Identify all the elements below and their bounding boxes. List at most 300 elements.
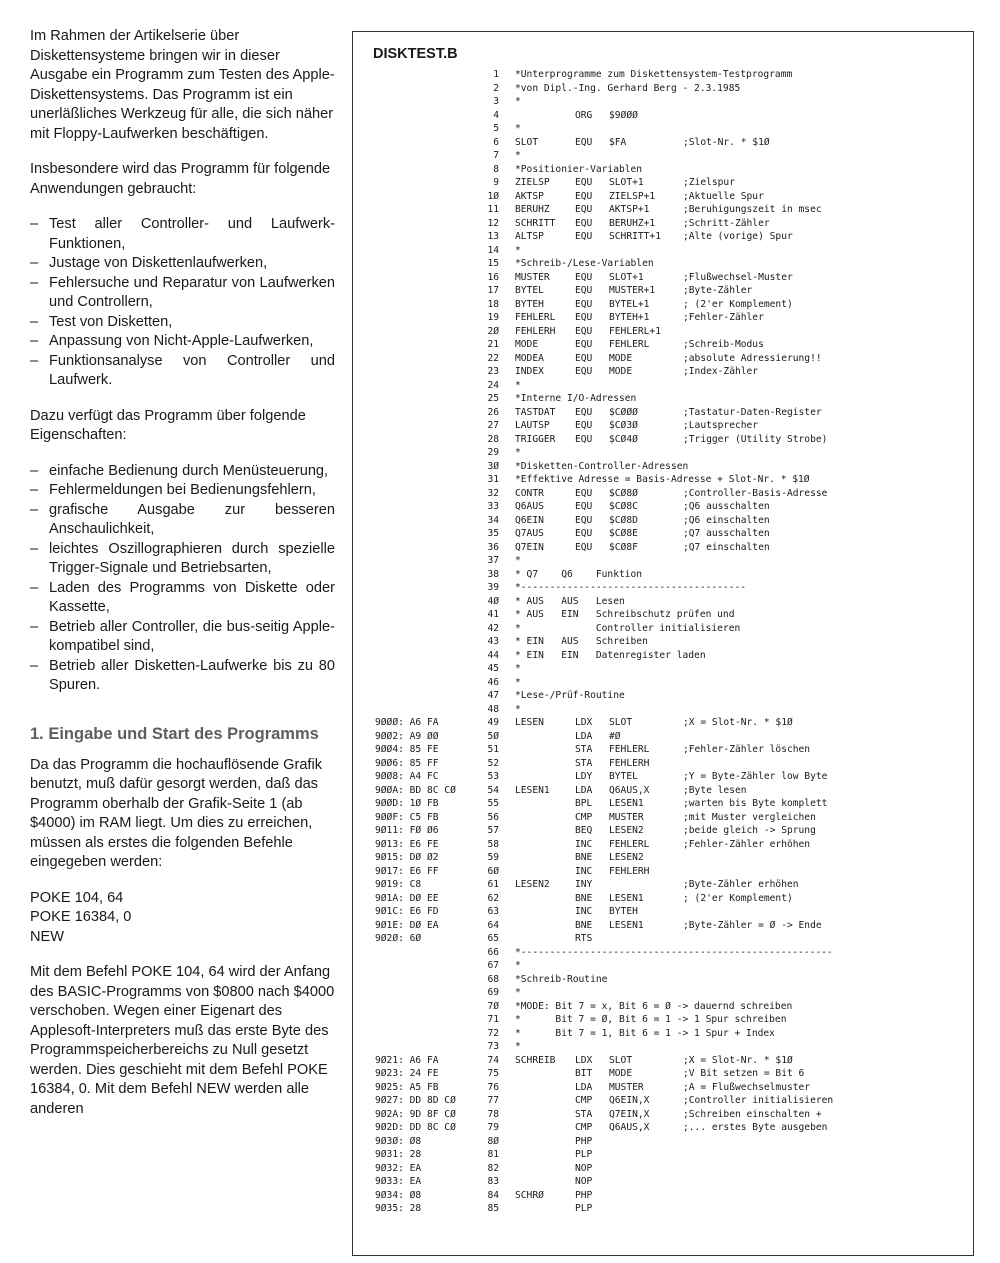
listing-label: Q6AUS xyxy=(515,501,544,512)
listing-address: 9ØØ4: 85 FE xyxy=(375,744,439,755)
listing-line xyxy=(353,298,973,312)
listing-comment: ;Schreib-Modus xyxy=(683,339,764,350)
listing-opcode: EQU xyxy=(575,514,593,526)
listing-line xyxy=(353,1067,973,1081)
listing-line-number: 23 xyxy=(487,366,499,377)
listing-address: 9ØØF: C5 FB xyxy=(375,811,439,823)
listing-operand: LESEN2 xyxy=(609,825,644,836)
listing-label: * xyxy=(515,447,521,458)
listing-line-number: 32 xyxy=(487,487,499,499)
listing-line xyxy=(353,419,973,433)
listing-address: 9Ø2Ø: 6Ø xyxy=(375,933,422,944)
listing-label: ZIELSP xyxy=(515,177,550,188)
listing-address: 9ØØA: BD 8C CØ xyxy=(375,784,456,796)
listing-opcode: EQU xyxy=(575,420,593,431)
listing-operand: Q6AUS,X xyxy=(609,784,650,796)
listing-operand: SLOT+1 xyxy=(609,271,644,283)
listing-label: SCHRØ xyxy=(515,1189,544,1201)
listing-operand: FEHLERL+1 xyxy=(609,325,661,337)
listing-comment: ; (2'er Komplement) xyxy=(683,892,793,904)
listing-label: LESEN1 xyxy=(515,784,550,796)
listing-comment: ;Schreiben einschalten + xyxy=(683,1108,822,1120)
listing-line-number: 52 xyxy=(487,757,499,769)
listing-opcode: PLP xyxy=(575,1149,593,1160)
listing-line-number: 64 xyxy=(487,919,499,931)
listing-address: 9Ø21: A6 FA xyxy=(375,1054,439,1066)
listing-line-number: 81 xyxy=(487,1149,499,1160)
listing-opcode: EQU xyxy=(575,339,593,350)
listing-label: * xyxy=(515,676,521,688)
listing-label: INDEX xyxy=(515,366,544,377)
listing-line xyxy=(353,649,973,663)
listing-label: MODEA xyxy=(515,352,544,364)
listing-line-number: 15 xyxy=(487,258,499,269)
listing-comment: ;Fehler-Zähler löschen xyxy=(683,744,811,755)
listing-opcode: BEQ xyxy=(575,825,593,836)
listing-line-number: 1 xyxy=(493,69,499,80)
listing-line-number: 2 xyxy=(493,82,499,94)
listing-operand: Q7EIN,X xyxy=(609,1108,650,1120)
listing-line xyxy=(353,446,973,460)
listing-label: *von Dipl.-Ing. Gerhard Berg - 2.3.1985 xyxy=(515,82,741,94)
listing-label: * xyxy=(515,703,521,715)
listing-line xyxy=(353,406,973,420)
listing-line-number: 3Ø xyxy=(487,460,499,472)
listing-line xyxy=(353,1162,973,1176)
listing-line-number: 24 xyxy=(487,379,499,391)
listing-line xyxy=(353,851,973,865)
listing-address: 9Ø1A: DØ EE xyxy=(375,892,439,904)
uses-intro: Insbesondere wird das Programm für folgende Anwendungen gebraucht: xyxy=(30,161,331,197)
listing-line xyxy=(353,595,973,609)
listing-line xyxy=(353,136,973,150)
listing-label: * Bit 7 = 1, Bit 6 = 1 -> 1 Spur + Index xyxy=(515,1027,775,1039)
listing-label: BERUHZ xyxy=(515,204,550,215)
listing-line-number: 53 xyxy=(487,771,499,782)
listing-line-number: 77 xyxy=(487,1095,499,1106)
listing-line-number: 78 xyxy=(487,1108,499,1120)
listing-label: TASTDAT xyxy=(515,406,556,418)
listing-label: BYTEH xyxy=(515,298,544,310)
listing-operand: $FA xyxy=(609,136,627,148)
listing-line-number: 39 xyxy=(487,582,499,593)
listing-line xyxy=(353,1054,973,1068)
listing-opcode: EQU xyxy=(575,501,593,512)
listing-label: *Unterprogramme zum Diskettensystem-Testprogramm xyxy=(515,69,793,80)
listing-line-number: 14 xyxy=(487,244,499,256)
listing-line xyxy=(353,838,973,852)
listing-opcode: EQU xyxy=(575,298,593,310)
listing-address: 9Ø31: 28 xyxy=(375,1149,422,1160)
listing-address: 9Ø35: 28 xyxy=(375,1203,422,1214)
listing-address: 9ØØD: 1Ø FB xyxy=(375,798,439,809)
listing-operand: ZIELSP+1 xyxy=(609,190,656,202)
listing-line xyxy=(353,163,973,177)
features-list xyxy=(30,462,335,696)
listing-opcode: INY xyxy=(575,879,593,890)
listing-label: LESEN2 xyxy=(515,879,550,890)
listing-line-number: 44 xyxy=(487,649,499,661)
listing-line-number: 61 xyxy=(487,879,499,890)
listing-operand: BYTEH+1 xyxy=(609,312,650,323)
listing-opcode: BNE xyxy=(575,852,593,863)
listing-operand: LESEN1 xyxy=(609,892,644,904)
listing-label: LAUTSP xyxy=(515,420,550,431)
listing-label: CONTR xyxy=(515,487,544,499)
listing-comment: ;Q7 einschalten xyxy=(683,541,770,553)
listing-line-number: 7Ø xyxy=(487,1000,499,1012)
listing-line xyxy=(353,190,973,204)
list-item: – Anpassung von Nicht-Apple-Laufwerken, xyxy=(30,332,335,352)
listing-comment: ;... erstes Byte ausgeben xyxy=(683,1122,828,1133)
listing-operand: $CØ8Ø xyxy=(609,487,638,499)
list-item: – einfache Bedienung durch Menüsteuerung, xyxy=(30,462,335,482)
listing-opcode: BIT xyxy=(575,1068,593,1079)
listing-operand: BYTEH xyxy=(609,906,638,917)
listing-operand: MUSTER xyxy=(609,811,644,823)
listing-line xyxy=(353,392,973,406)
listing-label: * xyxy=(515,123,521,134)
listing-comment: ;Byte-Zähler xyxy=(683,285,753,296)
listing-line xyxy=(353,1094,973,1108)
listing-comment: ;Beruhigungszeit in msec xyxy=(683,204,822,215)
listing-address: 9Ø17: E6 FF xyxy=(375,865,439,877)
listing-line-number: 6 xyxy=(493,136,499,148)
listing-label: * xyxy=(515,150,521,161)
listing-line xyxy=(353,676,973,690)
listing-operand: $CØØØ xyxy=(609,406,638,418)
listing-line-number: 6Ø xyxy=(487,865,499,877)
listing-line xyxy=(353,365,973,379)
listing-comment: ;Zielspur xyxy=(683,177,735,188)
listing-label: AKTSP xyxy=(515,190,544,202)
listing-line-number: 33 xyxy=(487,501,499,512)
listing-line xyxy=(353,554,973,568)
listing-address: 9Ø2A: 9D 8F CØ xyxy=(375,1108,456,1120)
uses-list xyxy=(30,215,335,391)
listing-line xyxy=(353,919,973,933)
listing-comment: ;absolute Adressierung!! xyxy=(683,352,822,364)
listing-comment: ;warten bis Byte komplett xyxy=(683,798,828,809)
listing-line xyxy=(353,689,973,703)
listing-box xyxy=(352,31,974,1256)
listing-line xyxy=(353,1175,973,1189)
listing-comment: ;Trigger (Utility Strobe) xyxy=(683,433,828,445)
listing-line-number: 41 xyxy=(487,609,499,620)
listing-line xyxy=(353,1040,973,1054)
listing-opcode: ORG xyxy=(575,109,593,121)
listing-operand: SLOT xyxy=(609,717,633,728)
listing-address: 9Ø34: Ø8 xyxy=(375,1189,422,1201)
listing-label: Q6EIN xyxy=(515,514,544,526)
listing-comment: ;Y = Byte-Zähler low Byte xyxy=(683,771,828,782)
listing-line xyxy=(353,986,973,1000)
listing-operand: FEHLERL xyxy=(609,838,650,850)
listing-line xyxy=(353,149,973,163)
listing-operand: BYTEL+1 xyxy=(609,298,650,310)
listing-line xyxy=(353,460,973,474)
listing-line xyxy=(353,568,973,582)
basic-commands xyxy=(30,889,335,948)
listing-opcode: EQU xyxy=(575,433,593,445)
listing-address: 9Ø11: FØ Ø6 xyxy=(375,825,439,836)
list-item: – Test aller Controller- und Laufwerk-Funktionen, xyxy=(30,215,335,254)
listing-line-number: 16 xyxy=(487,271,499,283)
listing-line-number: 28 xyxy=(487,433,499,445)
listing-line-number: 8Ø xyxy=(487,1135,499,1147)
listing-line-number: 27 xyxy=(487,420,499,431)
listing-line xyxy=(353,865,973,879)
listing-line-number: 31 xyxy=(487,474,499,485)
listing-line-number: 51 xyxy=(487,744,499,755)
listing-operand: $9ØØØ xyxy=(609,109,638,121)
listing-operand: SLOT+1 xyxy=(609,177,644,188)
listing-line xyxy=(353,82,973,96)
listing-line xyxy=(353,892,973,906)
listing-address: 9ØØ8: A4 FC xyxy=(375,771,439,782)
listing-comment: ;Index-Zähler xyxy=(683,366,759,377)
listing-line xyxy=(353,743,973,757)
listing-opcode: INC xyxy=(575,865,593,877)
listing-opcode: PHP xyxy=(575,1135,593,1147)
listing-operand: FEHLERL xyxy=(609,744,650,755)
listing-line xyxy=(353,932,973,946)
listing-operand: MODE xyxy=(609,366,633,377)
listing-comment: ;Alte (vorige) Spur xyxy=(683,231,793,242)
listing-operand: SCHRITT+1 xyxy=(609,231,661,242)
listing-line-number: 79 xyxy=(487,1122,499,1133)
listing-label: *MODE: Bit 7 = x, Bit 6 = Ø -> dauernd schreiben xyxy=(515,1000,793,1012)
listing-line xyxy=(353,1121,973,1135)
listing-address: 9ØØ2: A9 ØØ xyxy=(375,730,439,742)
listing-line xyxy=(353,878,973,892)
listing-opcode: CMP xyxy=(575,1095,593,1106)
listing-line xyxy=(353,662,973,676)
listing-label: MODE xyxy=(515,339,539,350)
listing-operand: FEHLERH xyxy=(609,757,650,769)
listing-opcode: EQU xyxy=(575,312,593,323)
listing-line xyxy=(353,824,973,838)
listing-line-number: 69 xyxy=(487,987,499,998)
listing-label: SLOT xyxy=(515,136,539,148)
listing-line xyxy=(353,230,973,244)
listing-opcode: EQU xyxy=(575,406,593,418)
listing-line xyxy=(353,473,973,487)
listing-label: * xyxy=(515,555,521,566)
listing-opcode: BNE xyxy=(575,919,593,931)
listing-opcode: EQU xyxy=(575,217,593,229)
listing-line-number: 7 xyxy=(493,150,499,161)
section-paragraph: Da das Programm die hochauflösende Grafik benutzt, muß dafür gesorgt werden, daß das Programm oberhalb der Grafik-Seite 1 (ab $4000) im RAM liegt. Um dies zu erreichen, müssen als erstes die folgenden Befehle eingegeben werden: xyxy=(30,756,323,870)
listing-label: * Controller initialisieren xyxy=(515,622,741,634)
listing-label: * AUS EIN Schreibschutz prüfen und xyxy=(515,609,735,620)
listing-comment: ;Byte-Zähler erhöhen xyxy=(683,879,799,890)
listing-line xyxy=(353,635,973,649)
listing-comment: ;Slot-Nr. * $1Ø xyxy=(683,136,770,148)
listing-address: 9Ø33: EA xyxy=(375,1176,422,1187)
listing-line xyxy=(353,541,973,555)
listing-operand: $CØ8E xyxy=(609,528,638,539)
listing-label: * xyxy=(515,379,521,391)
listing-label: *--------------------------------------- xyxy=(515,582,747,593)
listing-operand: $CØ3Ø xyxy=(609,420,638,431)
listing-line-number: 74 xyxy=(487,1054,499,1066)
command-line: NEW xyxy=(30,928,65,945)
listing-line xyxy=(353,1189,973,1203)
listing-line xyxy=(353,1202,973,1216)
listing-line-number: 75 xyxy=(487,1068,499,1079)
listing-opcode: NOP xyxy=(575,1176,593,1187)
listing-line-number: 36 xyxy=(487,541,499,553)
listing-line xyxy=(353,1135,973,1149)
listing-line xyxy=(353,95,973,109)
article-column xyxy=(30,27,335,1135)
listing-label: *Schreib-Routine xyxy=(515,973,608,985)
listing-line-number: 66 xyxy=(487,946,499,958)
listing-address: 9Ø13: E6 FE xyxy=(375,838,439,850)
listing-line-number: 76 xyxy=(487,1081,499,1093)
listing-line-number: 62 xyxy=(487,892,499,904)
listing-comment: ;Lautsprecher xyxy=(683,420,759,431)
listing-line-number: 48 xyxy=(487,703,499,715)
list-item: – Fehlermeldungen bei Bedienungsfehlern, xyxy=(30,481,335,501)
listing-operand: $CØ8D xyxy=(609,514,638,526)
listing-operand: FEHLERL xyxy=(609,339,650,350)
command-line: POKE 16384, 0 xyxy=(30,909,132,925)
listing-label: SCHRITT xyxy=(515,217,556,229)
listing-opcode: CMP xyxy=(575,1122,593,1133)
listing-label: * xyxy=(515,960,521,971)
listing-address: 9Ø3Ø: Ø8 xyxy=(375,1135,422,1147)
listing-line xyxy=(353,581,973,595)
listing-label: TRIGGER xyxy=(515,433,556,445)
listing-operand: LESEN1 xyxy=(609,919,644,931)
listing-line xyxy=(353,352,973,366)
listing-line xyxy=(353,1013,973,1027)
listing-opcode: EQU xyxy=(575,528,593,539)
listing-opcode: LDX xyxy=(575,1054,593,1066)
listing-line xyxy=(353,1081,973,1095)
listing-opcode: INC xyxy=(575,838,593,850)
listing-opcode: LDY xyxy=(575,771,593,782)
listing-line xyxy=(353,338,973,352)
listing-line xyxy=(353,514,973,528)
listing-label: Q7AUS xyxy=(515,528,544,539)
listing-line xyxy=(353,257,973,271)
listing-line xyxy=(353,946,973,960)
listing-opcode: EQU xyxy=(575,190,593,202)
listing-label: *------------------------------------------------------ xyxy=(515,946,833,958)
listing-operand: LESEN1 xyxy=(609,798,644,809)
listing-opcode: CMP xyxy=(575,811,593,823)
listing-address: 9Ø27: DD 8D CØ xyxy=(375,1095,456,1106)
listing-label: * EIN EIN Datenregister laden xyxy=(515,649,706,661)
listing-line xyxy=(353,109,973,123)
listing-comment: ;Aktuelle Spur xyxy=(683,190,764,202)
listing-line-number: 11 xyxy=(487,204,499,215)
list-item: – leichtes Oszillographieren durch spezielle Trigger-Signale und Betriebsarten, xyxy=(30,540,335,579)
listing-label: * xyxy=(515,96,521,107)
listing-opcode: LDX xyxy=(575,717,593,728)
listing-line-number: 46 xyxy=(487,676,499,688)
list-item: – Betrieb aller Disketten-Laufwerke bis zu 80 Spuren. xyxy=(30,657,335,696)
listing-opcode: LDA xyxy=(575,784,593,796)
listing-comment: ;Tastatur-Daten-Register xyxy=(683,406,822,418)
listing-comment: ;Q6 ausschalten xyxy=(683,501,770,512)
listing-line-number: 82 xyxy=(487,1162,499,1174)
listing-comment: ;X = Slot-Nr. * $1Ø xyxy=(683,717,793,728)
listing-line-number: 17 xyxy=(487,285,499,296)
listing-address: 9Ø1C: E6 FD xyxy=(375,906,439,917)
listing-line-number: 4Ø xyxy=(487,595,499,607)
listing-line xyxy=(353,959,973,973)
listing-line-number: 72 xyxy=(487,1027,499,1039)
listing-operand: AKTSP+1 xyxy=(609,204,650,215)
listing-line xyxy=(353,905,973,919)
listing-line-number: 71 xyxy=(487,1014,499,1025)
listing-line xyxy=(353,730,973,744)
listing-opcode: EQU xyxy=(575,231,593,242)
listing-comment: ;V Bit setzen = Bit 6 xyxy=(683,1068,805,1079)
listing-line-number: 34 xyxy=(487,514,499,526)
listing-operand: SLOT xyxy=(609,1054,633,1066)
listing-opcode: RTS xyxy=(575,933,593,944)
listing-line-number: 5Ø xyxy=(487,730,499,742)
listing-line-number: 65 xyxy=(487,933,499,944)
listing-line-number: 73 xyxy=(487,1041,499,1052)
listing-label: * xyxy=(515,244,521,256)
listing-label: Q7EIN xyxy=(515,541,544,553)
listing-comment: ;Byte lesen xyxy=(683,784,747,796)
listing-comment: ;Fehler-Zähler xyxy=(683,312,764,323)
listing-line xyxy=(353,973,973,987)
listing-comment: ;X = Slot-Nr. * $1Ø xyxy=(683,1054,793,1066)
listing-line-number: 47 xyxy=(487,690,499,701)
listing-label: *Lese-/Prüf-Routine xyxy=(515,690,625,701)
listing-comment: ;Schritt-Zähler xyxy=(683,217,770,229)
listing-opcode: LDA xyxy=(575,730,593,742)
listing-line-number: 42 xyxy=(487,622,499,634)
listing-comment: ;A = Flußwechselmuster xyxy=(683,1081,811,1093)
listing-line-number: 35 xyxy=(487,528,499,539)
listing-line-number: 21 xyxy=(487,339,499,350)
listing-address: 9ØØØ: A6 FA xyxy=(375,717,439,728)
listing-operand: Q6EIN,X xyxy=(609,1095,650,1106)
listing-line-number: 67 xyxy=(487,960,499,971)
listing-opcode: STA xyxy=(575,757,593,769)
command-line: POKE 104, 64 xyxy=(30,889,124,906)
listing-operand: FEHLERH xyxy=(609,865,650,877)
listing-label: BYTEL xyxy=(515,285,544,296)
listing-line-number: 68 xyxy=(487,973,499,985)
listing-line-number: 38 xyxy=(487,568,499,580)
listing-label: * xyxy=(515,1041,521,1052)
listing-lines xyxy=(353,68,973,1216)
listing-line-number: 2Ø xyxy=(487,325,499,337)
listing-line xyxy=(353,1108,973,1122)
listing-line-number: 22 xyxy=(487,352,499,364)
listing-line-number: 8 xyxy=(493,163,499,175)
listing-address: 9Ø32: EA xyxy=(375,1162,422,1174)
listing-line xyxy=(353,487,973,501)
listing-comment: ;Q7 ausschalten xyxy=(683,528,770,539)
listing-line xyxy=(353,608,973,622)
listing-label: MUSTER xyxy=(515,271,550,283)
listing-label: *Disketten-Controller-Adressen xyxy=(515,460,689,472)
listing-operand: $CØ4Ø xyxy=(609,433,638,445)
listing-line xyxy=(353,811,973,825)
listing-line xyxy=(353,1027,973,1041)
